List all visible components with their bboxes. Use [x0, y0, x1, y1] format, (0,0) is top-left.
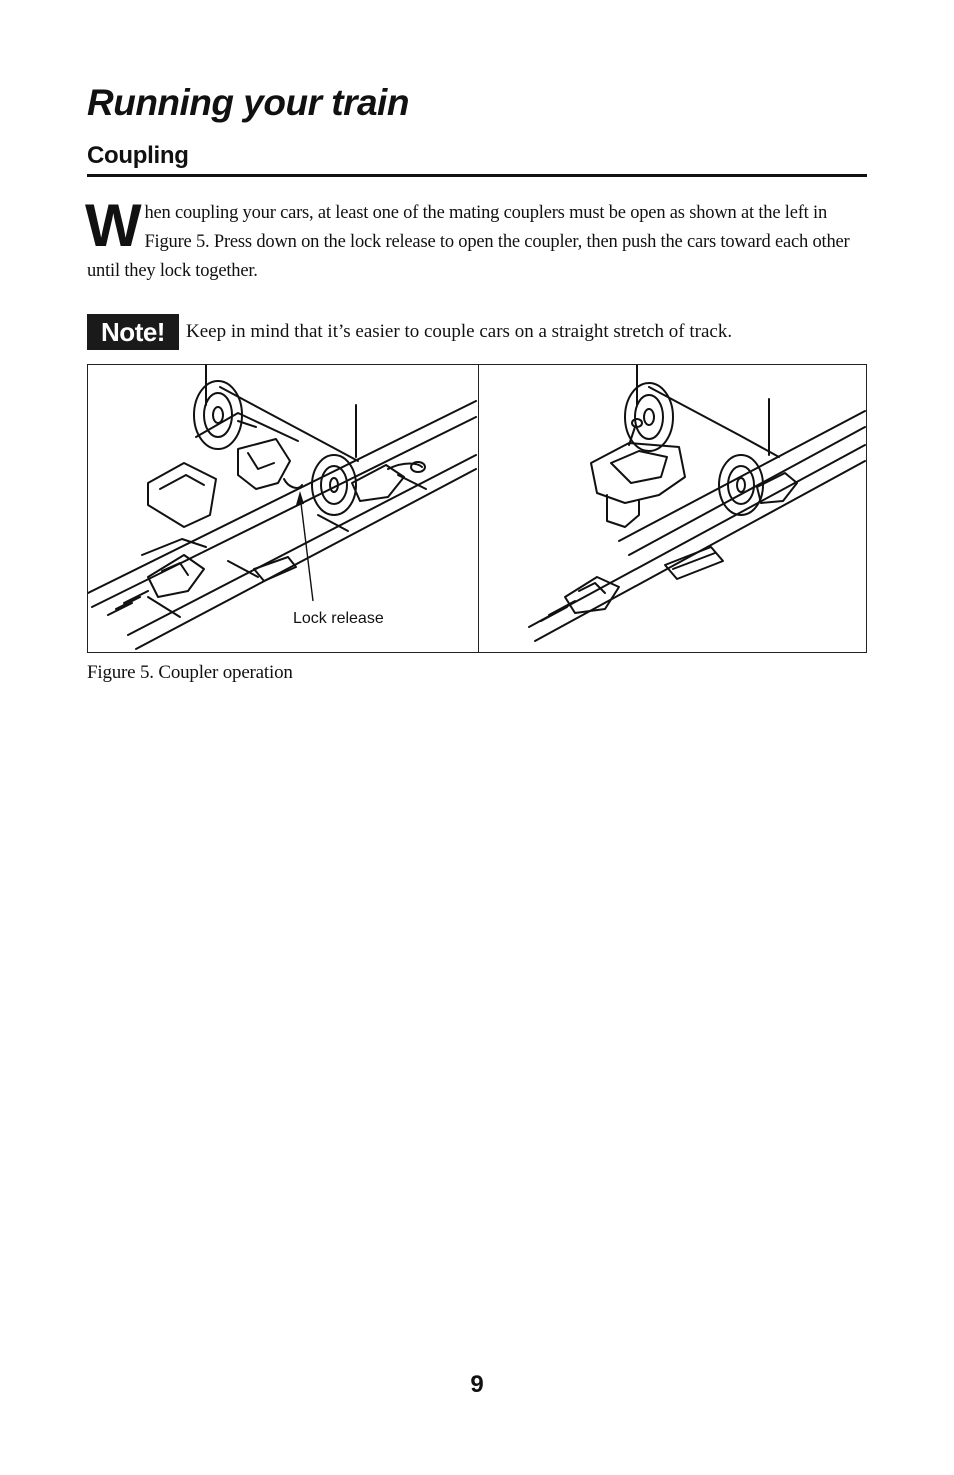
figure-caption: Figure 5. Coupler operation [87, 662, 293, 683]
intro-paragraph [85, 192, 867, 286]
figure-5 [87, 364, 867, 653]
note-text: Keep in mind that it’s easier to couple cars on a straight stretch of track. [186, 321, 733, 342]
lock-release-label: Lock release [293, 610, 384, 627]
intro-paragraph-text: hen coupling your cars, at least one of the mating couplers must be open as shown at the left in Figure 5. Press down on the lock release to open the coupler, then push the cars toward each other until they lock together. [87, 203, 850, 281]
page-title: Running your train [87, 82, 409, 123]
section-divider [87, 174, 867, 177]
section-heading: Coupling [87, 142, 189, 169]
coupler-closed-illustration [479, 365, 869, 652]
note-callout [87, 314, 867, 350]
coupler-closed-drawing [479, 365, 866, 652]
drop-cap: W [85, 192, 142, 259]
page-number: 9 [470, 1371, 484, 1398]
coupler-open-drawing [88, 365, 478, 652]
coupler-open-illustration [88, 365, 478, 652]
note-badge: Note! [87, 314, 179, 350]
